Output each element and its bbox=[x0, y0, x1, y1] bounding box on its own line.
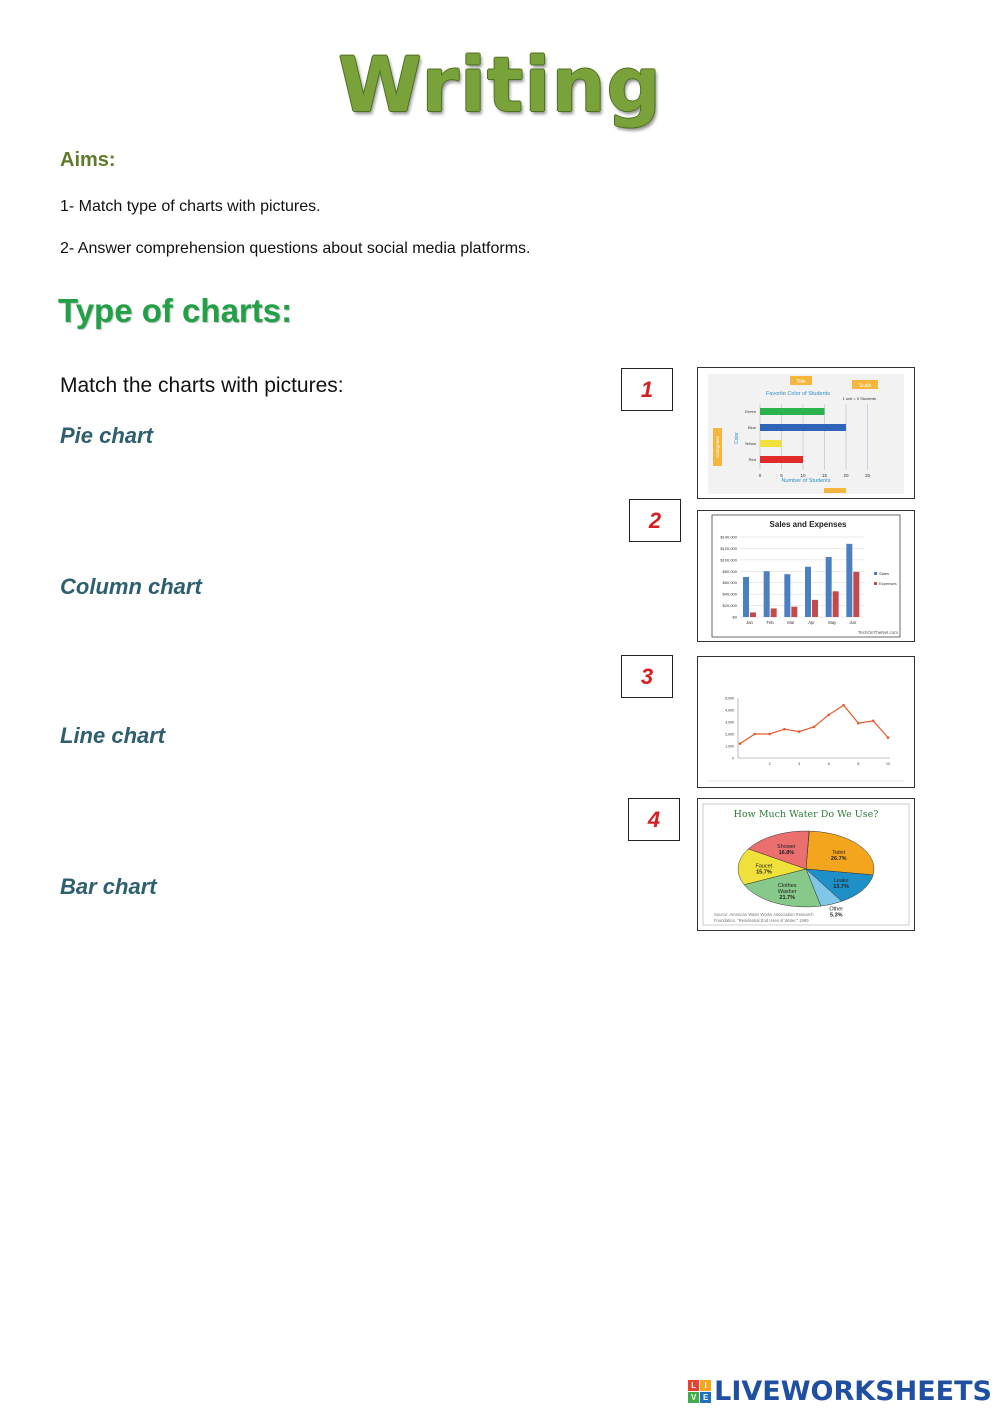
column-month-label: Mar bbox=[787, 620, 795, 625]
picture-column-chart bbox=[697, 510, 915, 642]
column-ytick-label: $140,000 bbox=[720, 534, 737, 540]
bar-chart-graphic bbox=[698, 368, 914, 498]
bar-note: 1 unit = 5 Students bbox=[842, 396, 876, 401]
line-xtick-label: 10 bbox=[886, 762, 890, 766]
pie-slice-label: Toilet bbox=[832, 850, 846, 857]
pie-slice-value: 21.7% bbox=[779, 895, 796, 902]
pie-slice-value: 26.7% bbox=[830, 856, 847, 863]
line-xtick-label: 2 bbox=[768, 762, 771, 766]
line-point bbox=[739, 742, 742, 745]
chart-type-bar[interactable]: Bar chart bbox=[60, 874, 157, 899]
instruction-text: Match the charts with pictures: bbox=[60, 374, 344, 397]
column-bar-sales bbox=[846, 544, 852, 617]
column-chart-graphic bbox=[698, 511, 914, 641]
bar-tag-categories: Categories bbox=[715, 436, 720, 458]
bar-title: Favorite Color of Students bbox=[766, 391, 830, 397]
logo-letter-e: E bbox=[700, 1392, 711, 1403]
column-month-label: May bbox=[828, 620, 837, 625]
line-xtick-label: 6 bbox=[827, 762, 830, 766]
column-month-label: Jun bbox=[849, 620, 857, 625]
picture-bar-chart bbox=[697, 367, 915, 499]
page-title: Writing bbox=[338, 40, 662, 129]
column-bar-expenses bbox=[771, 608, 777, 617]
line-ytick-label: 5,000 bbox=[725, 696, 734, 701]
number-box-1[interactable]: 1 bbox=[621, 368, 673, 411]
column-legend-expenses: Expenses bbox=[879, 581, 897, 586]
bar-blue bbox=[760, 424, 846, 431]
line-ytick-label: 2,000 bbox=[725, 732, 734, 737]
bar-tick-label: 25 bbox=[864, 473, 871, 478]
pie-title: How Much Water Do We Use? bbox=[733, 809, 879, 820]
column-credit: TechOnTheNet.com bbox=[857, 630, 898, 635]
line-ytick-label: 3,000 bbox=[725, 720, 734, 725]
line-xtick-label: 4 bbox=[798, 762, 801, 766]
aim-item-1: 1- Match type of charts with pictures. bbox=[60, 198, 321, 215]
line-xtick-label: 8 bbox=[857, 762, 860, 766]
column-legend-sales: Sales bbox=[879, 571, 890, 576]
bar-tick-label: 0 bbox=[758, 473, 762, 478]
line-point bbox=[872, 720, 875, 723]
column-ytick-label: $20,000 bbox=[722, 603, 737, 609]
bar-category-label: Blue bbox=[747, 425, 756, 430]
column-ytick-label: $40,000 bbox=[722, 591, 737, 597]
bar-green bbox=[760, 408, 825, 415]
pie-chart-graphic bbox=[698, 799, 914, 930]
number-box-2[interactable]: 2 bbox=[629, 499, 681, 542]
bar-tick-label: 15 bbox=[821, 473, 828, 478]
column-title: Sales and Expenses bbox=[769, 520, 847, 529]
chart-type-pie[interactable]: Pie chart bbox=[60, 423, 153, 448]
pie-slice-label: Shower bbox=[777, 844, 796, 851]
bar-yellow bbox=[760, 440, 782, 447]
logo-letter-i: I bbox=[700, 1380, 711, 1391]
pie-slice-label: Faucet bbox=[755, 863, 773, 870]
line-ytick-label: 4,000 bbox=[725, 708, 734, 713]
line-point bbox=[842, 704, 845, 707]
line-point bbox=[813, 726, 816, 729]
column-ytick-label: $80,000 bbox=[722, 568, 737, 574]
line-point bbox=[754, 733, 757, 736]
line-point bbox=[857, 722, 860, 725]
column-ytick-label: $60,000 bbox=[722, 580, 737, 586]
column-bar-sales bbox=[743, 577, 749, 617]
line-series bbox=[740, 705, 888, 743]
column-ytick-label: $120,000 bbox=[720, 545, 737, 551]
pie-slice-label: Clothes bbox=[777, 883, 797, 890]
column-bar-expenses bbox=[812, 600, 818, 617]
pie-slice-value: 15.7% bbox=[756, 869, 772, 876]
pie-slice-label: Leaks bbox=[833, 878, 849, 885]
line-point bbox=[798, 730, 801, 733]
column-bar-expenses bbox=[750, 612, 756, 617]
column-bar-expenses bbox=[833, 591, 839, 617]
column-bar-expenses bbox=[853, 572, 859, 617]
bar-category-label: Green bbox=[744, 409, 756, 414]
chart-type-column[interactable]: Column chart bbox=[60, 574, 202, 599]
column-bar-sales bbox=[764, 571, 770, 617]
bar-axis-label-y: Color bbox=[734, 432, 740, 444]
bar-tag-title: Title bbox=[796, 379, 806, 385]
liveworksheets-logo-icon bbox=[688, 1380, 711, 1403]
bar-red bbox=[760, 456, 803, 463]
bar-tick-label: 5 bbox=[780, 473, 783, 478]
line-point bbox=[768, 733, 771, 736]
line-point bbox=[828, 714, 831, 717]
bar-tick-label: 10 bbox=[800, 473, 806, 478]
aims-heading: Aims: bbox=[60, 149, 116, 171]
line-ytick-label: 1,000 bbox=[725, 744, 734, 749]
line-chart-graphic bbox=[698, 657, 914, 787]
pie-slice-value: 5.3% bbox=[829, 912, 843, 919]
line-point bbox=[887, 736, 890, 739]
logo-letter-l: L bbox=[688, 1380, 699, 1391]
chart-type-line[interactable]: Line chart bbox=[60, 723, 166, 748]
column-ytick-label: $100,000 bbox=[720, 557, 737, 563]
bar-tick-label: 20 bbox=[843, 473, 849, 478]
pie-slice-value: 13.7% bbox=[833, 884, 849, 891]
pie-source-1: Source: American Water Works Association Research bbox=[714, 912, 814, 917]
line-ytick-label: 0 bbox=[732, 756, 734, 761]
column-bar-sales bbox=[805, 567, 811, 617]
column-month-label: Jan bbox=[746, 620, 753, 625]
pie-slice-label: Other bbox=[829, 906, 844, 913]
footer-brand-text: LIVEWORKSHEETS bbox=[714, 1376, 992, 1407]
number-box-3[interactable]: 3 bbox=[621, 655, 673, 698]
aim-item-2: 2- Answer comprehension questions about social media platforms. bbox=[60, 240, 531, 257]
column-bar-sales bbox=[784, 574, 790, 617]
footer-brand[interactable] bbox=[688, 1376, 992, 1407]
column-bar-expenses bbox=[791, 607, 797, 617]
bar-tag-scale: Scale bbox=[858, 383, 872, 389]
number-box-4[interactable]: 4 bbox=[628, 798, 680, 841]
line-point bbox=[783, 728, 786, 731]
column-month-label: Apr bbox=[808, 620, 815, 625]
picture-line-chart bbox=[697, 656, 915, 788]
column-bar-sales bbox=[826, 557, 832, 617]
logo-letter-v: V bbox=[688, 1392, 699, 1403]
pie-slice-label: Washer bbox=[777, 889, 797, 896]
column-ytick-label: $0 bbox=[732, 614, 737, 620]
picture-pie-chart bbox=[697, 798, 915, 931]
pie-slice-value: 16.8% bbox=[778, 850, 795, 857]
bar-category-label: Red bbox=[748, 457, 756, 462]
bar-category-label: Yellow bbox=[744, 441, 756, 446]
pie-source-2: Foundation, "Residential End Uses of Water," 1999 bbox=[714, 918, 809, 923]
column-month-label: Feb bbox=[766, 620, 774, 625]
bar-xlabel: Number of Students bbox=[781, 478, 831, 484]
types-heading: Type of charts: bbox=[58, 292, 293, 329]
